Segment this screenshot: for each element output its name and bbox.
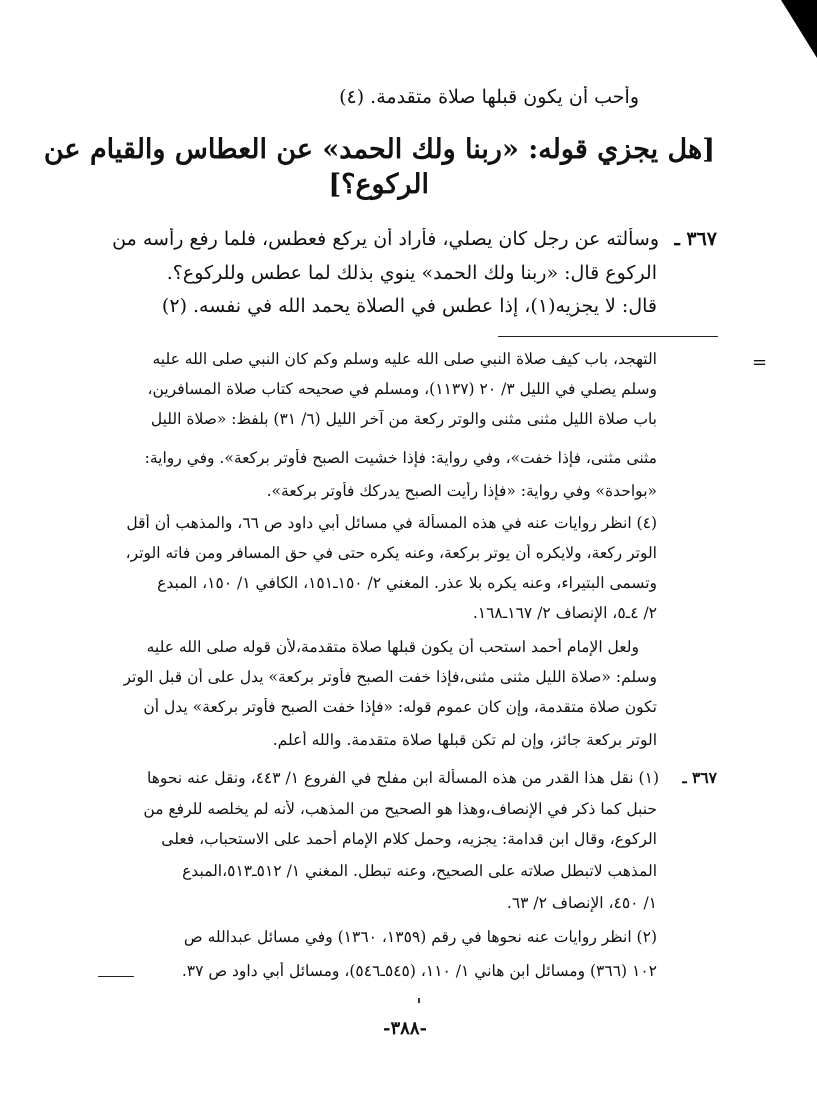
footnote-line: «بواحدة» وفي رواية: «فإذا رأيت الصبح يدركك فأوتر بركعة».: [266, 482, 657, 500]
footnote-separator: [498, 336, 718, 337]
footnote-4-line: الوتر ركعة، ولايكره أن يوتر بركعة، وعنه يكره حتى في حق المسافر ومن فاته الوتر،: [125, 544, 657, 562]
footnote-1-line: (١) نقل هذا القدر من هذه المسألة ابن مفلح في الفروع ١/ ٤٤٣، ونقل عنه نحوها: [146, 769, 659, 787]
footnote-4-line: (٤) انظر روايات عنه في هذه المسألة في مسائل أبي داود ص ٦٦، والمذهب أن أقل: [126, 514, 657, 532]
footnote-commentary-line: وسلم: «صلاة الليل مثنى مثنى،فإذا خفت الصبح فأوتر بركعة» يدل على أن قبل الوتر: [123, 668, 657, 686]
footnote-line: باب صلاة الليل مثنى مثنى والوتر ركعة من آخر الليل (٦/ ٣١) بلفظ: «صلاة الليل: [150, 410, 657, 428]
footnote-4-line: وتسمى البتيراء، وعنه يكره بلا عذر. المغني ٢/ ١٥٠ـ١٥١، الكافي ١/ ١٥٠، المبدع: [157, 574, 657, 592]
footnote-entry-number: ٣٦٧ ـ: [682, 769, 717, 787]
page-number: -٣٨٨-: [383, 1018, 427, 1039]
entry-line-3: قال: لا يجزيه(١)، إذا عطس في الصلاة يحمد الله في نفسه. (٢): [161, 295, 657, 317]
footnote-2-line: ١٠٢ (٣٦٦) ومسائل ابن هاني ١/ ١١٠، (٥٤٥ـ٥٤٦)، ومسائل أبي داود ص ٣٧.: [181, 962, 657, 980]
footnote-1-line: ١/ ٤٥٠، الإنصاف ٢/ ٦٣.: [506, 894, 657, 912]
continuation-mark: =: [752, 352, 768, 373]
stray-mark: [418, 998, 420, 1003]
footnote-1-line: المذهب لاتبطل صلاته على الصحيح، وعنه تبطل. المغني ١/ ٥١٢ـ٥١٣،المبدع: [182, 862, 657, 880]
footnote-commentary-line: تكون صلاة متقدمة، وإن كان عموم قوله: «فإذا خفت الصبح فأوتر بركعة» يدل أن: [143, 698, 657, 716]
footnote-line: وسلم يصلي في الليل ٣/ ٢٠ (١١٣٧)، ومسلم في صحيحه كتاب صلاة المسافرين،: [147, 380, 657, 398]
footnote-2-line: (٢) انظر روايات عنه نحوها في رقم (١٣٥٩، ١٣٦٠) وفي مسائل عبدالله ص: [183, 928, 657, 946]
section-title-line-1: [هل يجزي قوله: «ربنا ولك الحمد» عن العطاس والقيام عن: [43, 134, 715, 165]
entry-line-1: وسألته عن رجل كان يصلي، فأراد أن يركع فعطس، فلما رفع رأسه من: [112, 228, 659, 250]
footnote-line: مثنى مثنى، فإذا خفت»، وفي رواية: فإذا خشيت الصبح فأوتر بركعة». وفي رواية:: [144, 449, 657, 467]
footnote-line: التهجد، باب كيف صلاة النبي صلى الله عليه وسلم وكم كان النبي صلى الله عليه: [152, 350, 657, 368]
entry-number: ٣٦٧ ـ: [674, 228, 717, 250]
footnote-commentary-line: الوتر بركعة جائز، وإن لم تكن قبلها صلاة متقدمة. والله أعلم.: [272, 731, 657, 749]
corner-mark: [781, 0, 817, 58]
entry-line-2: الركوع قال: «ربنا ولك الحمد» ينوي بذلك لما عطس وللركوع؟.: [166, 262, 657, 284]
footnote-1-line: حنبل كما ذكر في الإنصاف،وهذا هو الصحيح من المذهب، لأنه لم يخلصه للرفع من: [143, 800, 657, 818]
footnote-1-line: الركوع، وقال ابن قدامة: يجزيه، وحمل كلام الإمام أحمد على الاستحباب، فعلى: [161, 830, 657, 848]
opening-line: وأحب أن يكون قبلها صلاة متقدمة. (٤): [339, 86, 639, 108]
section-title-line-2: الركوع؟]: [328, 169, 429, 200]
line-end-mark: [98, 976, 134, 977]
footnote-4-line: ٢/ ٤ـ٥، الإنصاف ٢/ ١٦٧ـ١٦٨.: [472, 604, 657, 622]
footnote-commentary-line: ولعل الإمام أحمد استحب أن يكون قبلها صلاة متقدمة،لأن قوله صلى الله عليه: [146, 638, 639, 656]
